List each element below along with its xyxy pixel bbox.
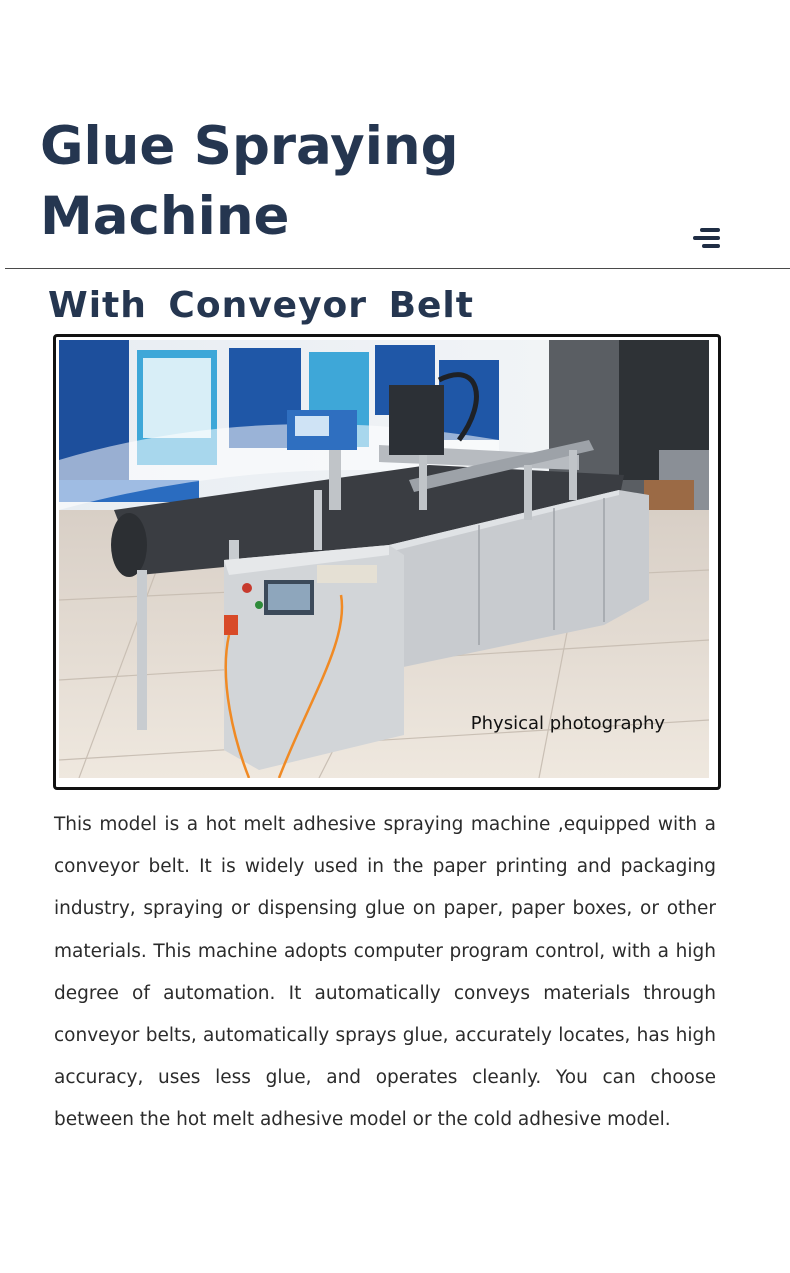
product-description: This model is a hot melt adhesive spraying machine ,equipped with a conveyor belt. It is widely used in the paper printing and packaging industry, spraying or dispensing glue on paper, paper boxes, or other materials. This machine adopts computer program control, with a high degree of automation. It automatically conveys materials through conveyor belts, automatically sprays glue, accurately locates, has high accuracy, uses less glue, and operates cleanly. You can choose between the hot melt adhesive model or the cold adhesive model. [54, 814, 716, 1131]
header-divider [5, 268, 790, 269]
page-title: Glue Spraying Machine [40, 116, 459, 247]
menu-button[interactable] [690, 226, 724, 250]
section-subtitle: With Conveyor Belt [48, 285, 474, 326]
glue-spraying-machine-photo [59, 340, 709, 778]
product-photo [53, 334, 721, 790]
menu-icon [690, 226, 724, 250]
photo-caption: Physical photography [470, 713, 665, 734]
